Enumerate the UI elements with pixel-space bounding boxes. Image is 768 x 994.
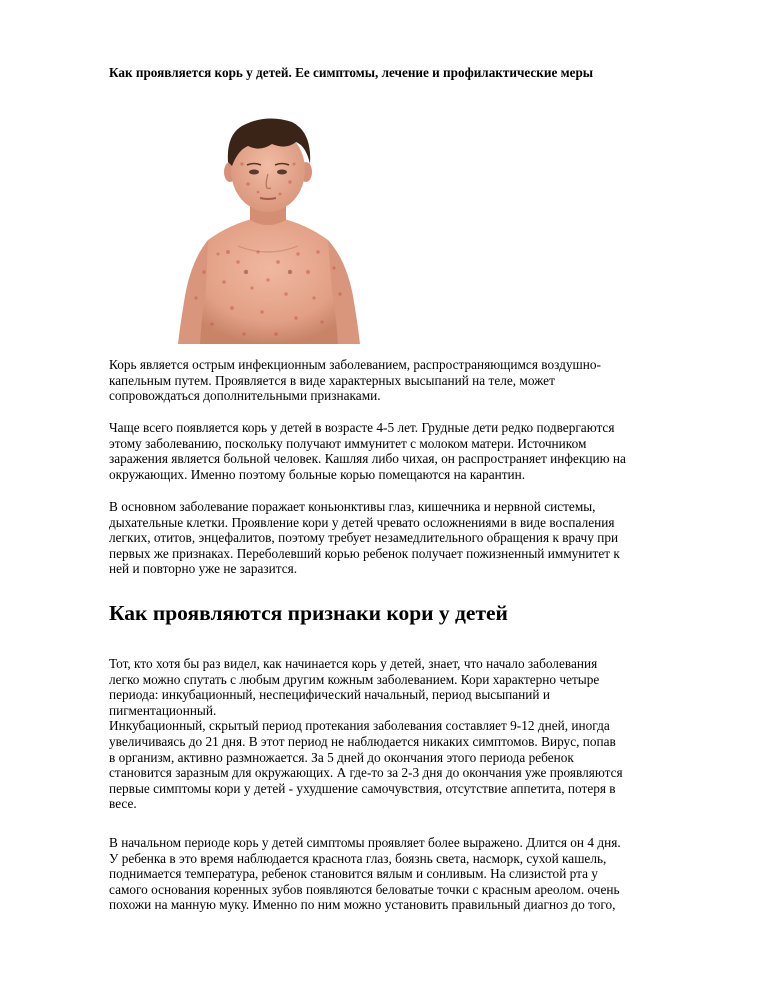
text-line: У ребенка в это время наблюдается краснота глаз, боязнь света, насморк, сухой кашель,	[109, 850, 607, 866]
paragraph-initial-period	[109, 835, 719, 913]
text-line: легко можно спутать с любым другим кожным заболеванием. Кори характерно четыре	[109, 671, 600, 687]
child-with-measles-rash-photo	[168, 112, 368, 344]
text-line: легких, отитов, энцефалитов, поэтому требует незамедлительного обращения к врачу при	[109, 530, 619, 546]
text-line: первых же признаках. Переболевший корью ребенок получает пожизненный иммунитет к	[109, 545, 620, 561]
text-line: в организм, активно размножается. За 5 дней до окончания этого периода ребенок	[109, 749, 574, 765]
text-line: Инкубационный, скрытый период протекания заболевания составляет 9-12 дней, иногда	[109, 718, 610, 734]
text-line: Тот, кто хотя бы раз видел, как начинается корь у детей, знает, что начало заболевания	[109, 656, 598, 671]
text-line: Корь является острым инфекционным заболеванием, распространяющимся воздушно-	[109, 357, 601, 372]
text-line: В основном заболевание поражает коньюнктивы глаз, кишечника и нервной системы,	[109, 499, 596, 514]
paragraph-complications	[109, 499, 719, 577]
text-line: увеличиваясь до 21 дня. В этот период не наблюдается никаких симптомов. Вирус, попав	[109, 733, 616, 749]
section-heading: Как проявляются признаки кори у детей	[109, 601, 508, 625]
text-line: становится заразным для окружающих. А где-то за 2-3 дня до окончания уже проявляются	[109, 765, 623, 781]
text-line: этому заболеванию, поскольку получают иммунитет с молоком матери. Источником	[109, 435, 587, 451]
text-line: дыхательные клетки. Проявление кори у детей чревато осложнениями в виде воспаления	[109, 514, 615, 530]
text-line: весе.	[109, 796, 137, 812]
text-line: капельным путем. Проявляется в виде характерных высыпаний на теле, может	[109, 372, 555, 388]
text-line: первые симптомы кори у детей - ухудшение самочувствия, отсутствие аппетита, потеря в	[109, 780, 616, 796]
paragraph-periods	[109, 656, 719, 812]
text-line: Чаще всего появляется корь у детей в возрасте 4-5 лет. Грудные дети редко подвергаются	[109, 420, 615, 435]
text-line: пигментационный.	[109, 702, 217, 718]
text-line: сопровождаться дополнительными признаками.	[109, 388, 381, 404]
text-line: В начальном периоде корь у детей симптомы проявляет более выражено. Длится он 4 дня.	[109, 835, 621, 850]
left-eye	[249, 170, 259, 175]
text-line: периода: инкубационный, неспецифический начальный, период высыпаний и	[109, 687, 550, 703]
text-line: заражения является больной человек. Кашляя либо чихая, он распространяет инфекцию на	[109, 451, 626, 467]
paragraph-age	[109, 420, 719, 482]
text-line: похожи на манную муку. Именно по ним можно установить правильный диагноз до того,	[109, 897, 616, 913]
document-title: Как проявляется корь у детей. Ее симптомы, лечение и профилактические меры	[109, 65, 594, 80]
mouth	[260, 198, 276, 199]
text-line: ней и повторно уже не заразится.	[109, 561, 298, 577]
text-line: поднимается температура, ребенок становится вялым и сонливым. На слизистой рта у	[109, 866, 598, 882]
right-eye	[277, 170, 287, 175]
paragraph-intro	[109, 357, 719, 404]
text-line: окружающих. Именно поэтому больные корью помещаются на карантин.	[109, 466, 526, 482]
text-line: самого основания коренных зубов появляются беловатые точки с красным ареолом. очень	[109, 881, 620, 897]
